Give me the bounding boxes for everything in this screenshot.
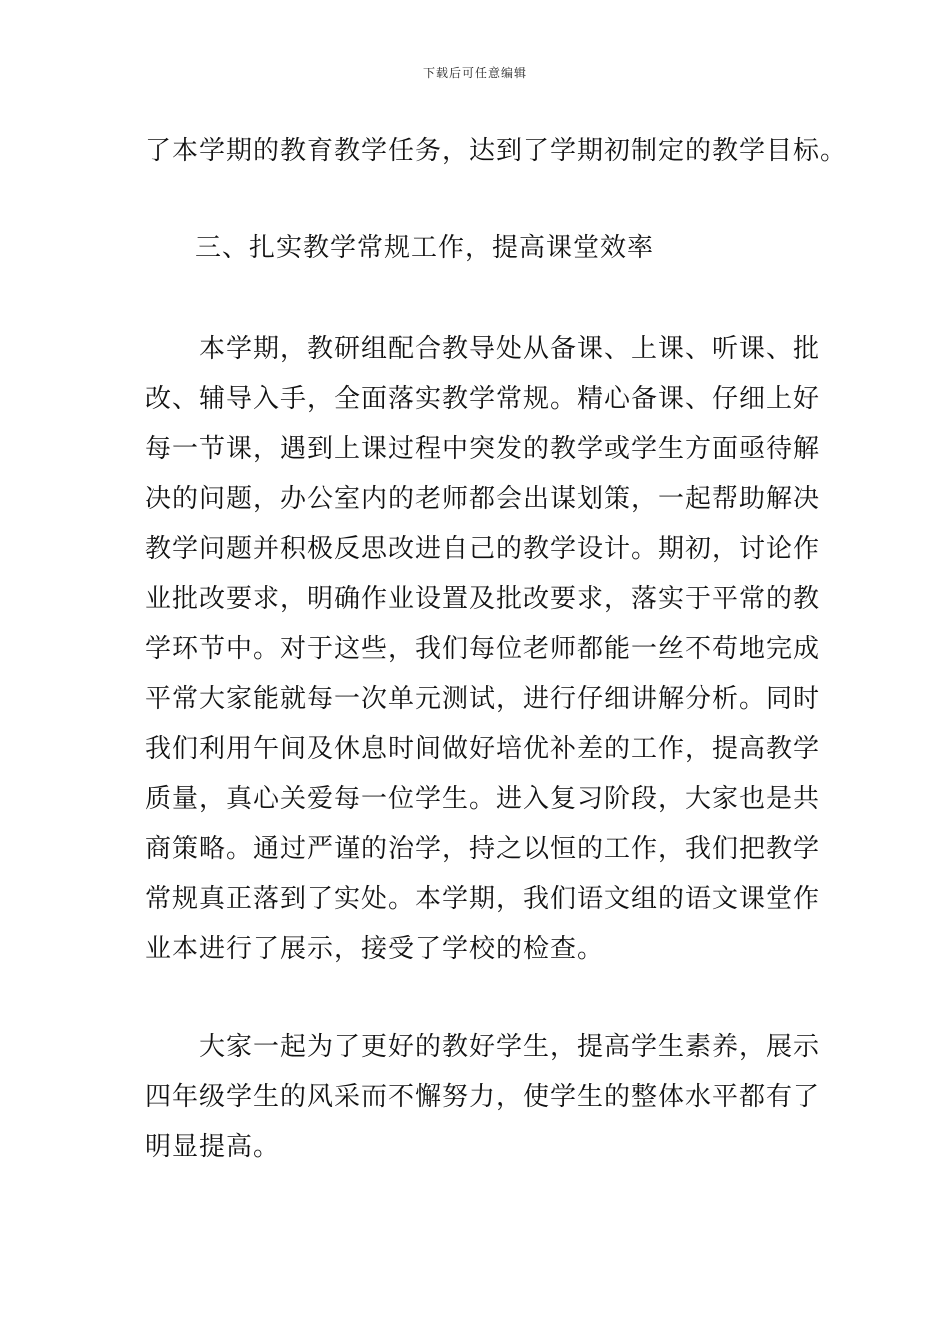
text-line: 本学期，教研组配合教导处从备课、上课、听课、批 bbox=[199, 334, 821, 364]
text-line: 常规真正落到了实处。本学期，我们语文组的语文课堂作 bbox=[145, 884, 821, 914]
section-heading bbox=[195, 223, 860, 273]
text-line: 业本进行了展示，接受了学校的检查。 bbox=[145, 934, 605, 964]
text-line: 决的问题，办公室内的老师都会出谋划策，一起帮助解决 bbox=[145, 484, 821, 514]
text-line: 明显提高。 bbox=[145, 1132, 281, 1162]
text-line: 每一节课，遇到上课过程中突发的教学或学生方面亟待解 bbox=[145, 434, 821, 464]
text-line: 大家一起为了更好的教好学生，提高学生素养，展示 bbox=[199, 1032, 821, 1062]
paragraph-teaching-routine bbox=[145, 324, 821, 974]
text-line: 业批改要求，明确作业设置及批改要求，落实于平常的教 bbox=[145, 584, 821, 614]
text-line: 商策略。通过严谨的治学，持之以恒的工作，我们把教学 bbox=[145, 834, 821, 864]
heading-text: 三、扎实教学常规工作，提高课堂效率 bbox=[195, 233, 655, 263]
text-line: 平常大家能就每一次单元测试，进行仔细讲解分析。同时 bbox=[145, 684, 821, 714]
paragraph-conclusion bbox=[145, 1022, 821, 1172]
text-line: 改、辅导入手，全面落实教学常规。精心备课、仔细上好 bbox=[145, 384, 821, 414]
page-header: 下载后可任意编辑 bbox=[422, 66, 527, 80]
text-line: 我们利用午间及休息时间做好培优补差的工作，提高教学 bbox=[145, 734, 821, 764]
text-line: 学环节中。对于这些，我们每位老师都能一丝不苟地完成 bbox=[145, 634, 821, 664]
text-line: 质量，真心关爱每一位学生。进入复习阶段，大家也是共 bbox=[145, 784, 821, 814]
text-line: 了本学期的教育教学任务，达到了学期初制定的教学目标。 bbox=[145, 136, 848, 166]
text-line: 教学问题并积极反思改进自己的教学设计。期初，讨论作 bbox=[145, 534, 821, 564]
paragraph-continuation bbox=[145, 126, 848, 176]
text-line: 四年级学生的风采而不懈努力，使学生的整体水平都有了 bbox=[145, 1082, 821, 1112]
